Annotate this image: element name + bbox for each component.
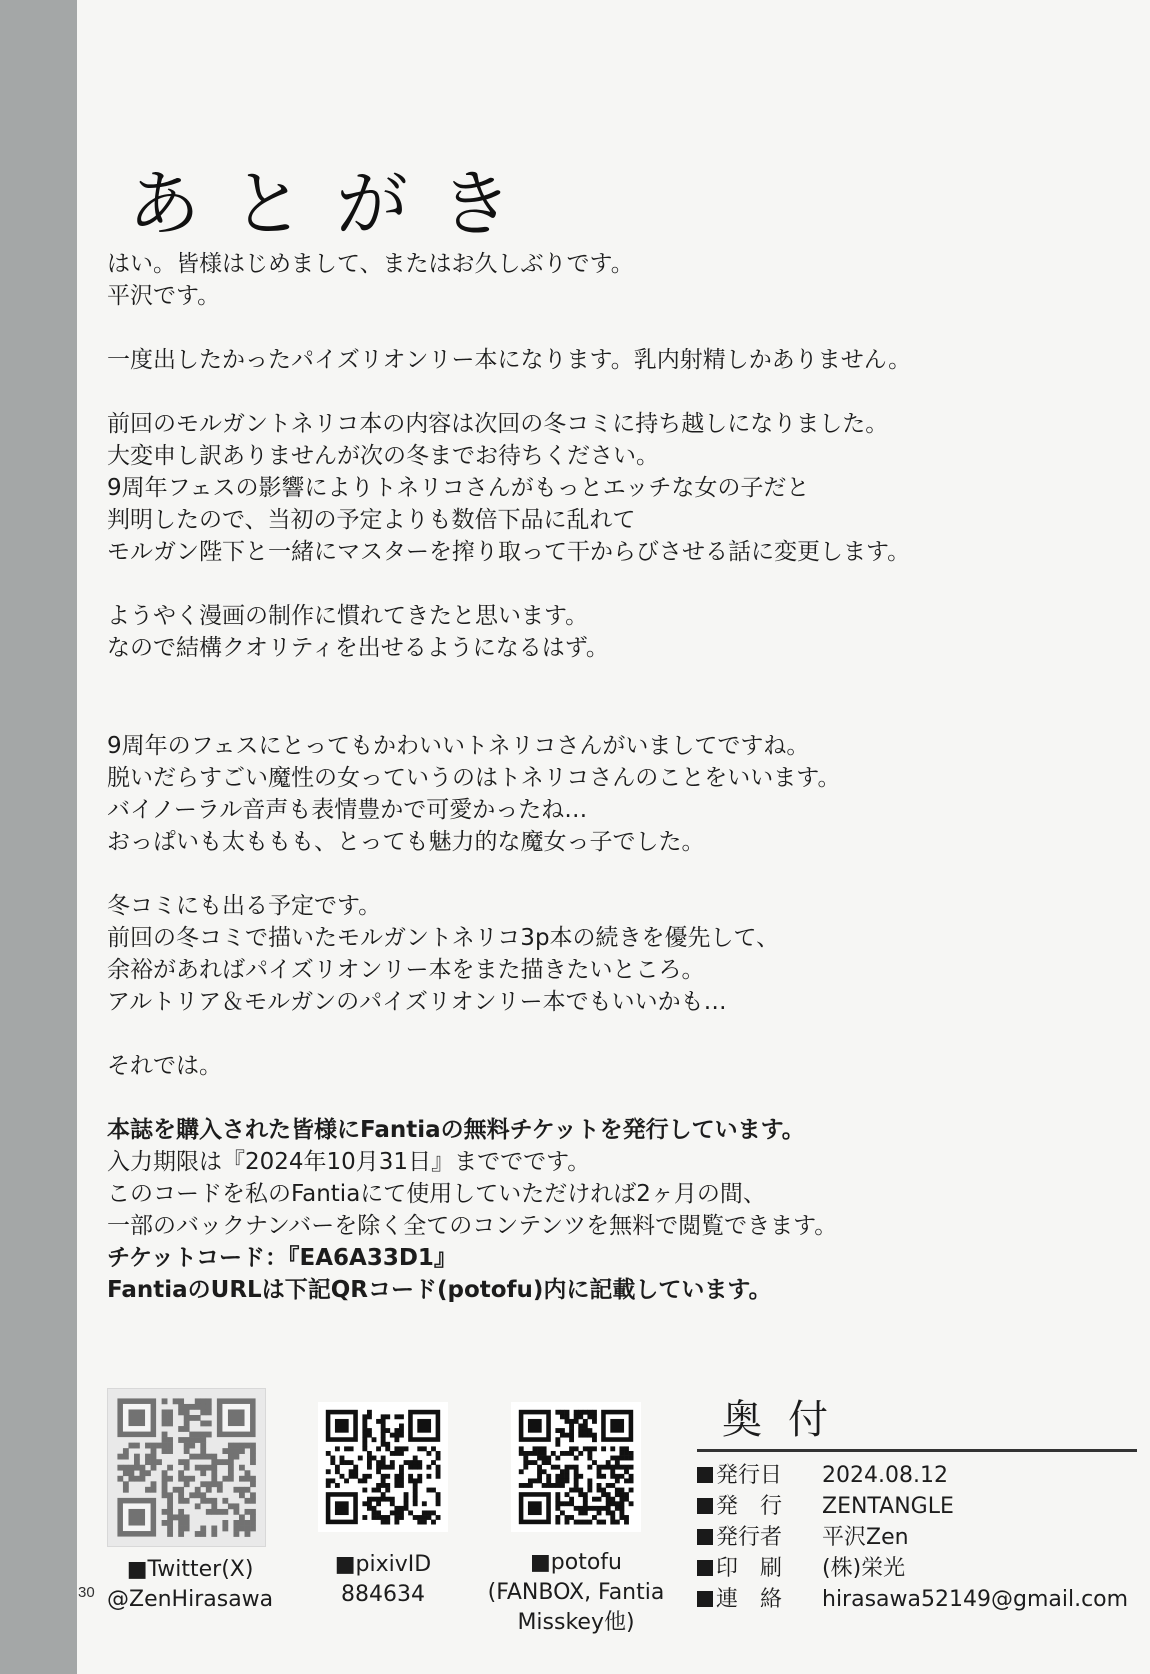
colophon-value: 2024.08.12: [822, 1463, 948, 1488]
page-title: あとがき: [128, 162, 545, 247]
colophon-email: hirasawa52149@gmail.com: [822, 1587, 1129, 1612]
qr-label: Misskey他): [517, 1610, 635, 1635]
square-bullet-icon: [697, 1498, 713, 1514]
qr-label: ■Twitter(X): [126, 1557, 254, 1582]
qr-label: @ZenHirasawa: [107, 1587, 274, 1612]
colophon-key: 発 行: [716, 1494, 783, 1519]
text-line: 冬コミにも出る予定です。: [107, 893, 382, 919]
text-line: 大変申し訳ありませんが次の冬までお待ちください。: [107, 443, 659, 469]
ticket-code: チケットコード：『EA6A33D1』: [107, 1245, 457, 1271]
colophon-value: ZENTANGLE: [822, 1494, 954, 1519]
text-line: 本誌を購入された皆様にFantiaの無料チケットを発行しています。: [107, 1117, 805, 1143]
text-line: 9周年のフェスにとってもかわいいトネリコさんがいましてですね。: [107, 733, 810, 759]
colophon-key: 発行日: [716, 1463, 783, 1488]
paragraph: [107, 248, 1107, 312]
text-line: このコードを私のFantiaにて使用していただければ2ヶ月の間、: [107, 1181, 766, 1207]
colophon: [697, 1398, 1137, 1615]
colophon-row: [697, 1553, 1137, 1584]
text-line: 平沢です。: [107, 283, 221, 309]
colophon-row: [697, 1491, 1137, 1522]
qr-code-icon: [318, 1402, 448, 1532]
afterword-body: [107, 248, 1107, 1338]
colophon-value: (株)栄光: [822, 1556, 906, 1581]
square-bullet-icon: [697, 1560, 713, 1576]
paragraph: [107, 600, 1107, 664]
text-line: 一部のバックナンバーを除く全てのコンテンツを無料で閲覧できます。: [107, 1213, 838, 1239]
page-number: 30: [78, 1584, 95, 1601]
qr-label: ■potofu: [530, 1550, 622, 1575]
qr-code-icon: [107, 1388, 266, 1547]
qr-twitter: [107, 1388, 273, 1615]
text-line: 判明したので、当初の予定よりも数倍下品に乱れて: [107, 507, 636, 533]
paragraph: [107, 890, 1107, 1018]
text-line: アルトリア＆モルガンのパイズリオンリー本でもいいかも…: [107, 989, 727, 1015]
gray-margin-strip: [0, 0, 77, 1674]
paragraph: [107, 408, 1107, 568]
text-line: 9周年フェスの影響によりトネリコさんがもっとエッチな女の子だと: [107, 475, 810, 501]
paragraph: [107, 730, 1107, 858]
square-bullet-icon: [697, 1467, 713, 1483]
qr-label: 884634: [341, 1582, 425, 1607]
paragraph: [107, 344, 1107, 376]
text-line: なので結構クオリティを出せるようになるはず。: [107, 635, 609, 661]
text-line: 余裕があればパイズリオンリー本をまた描きたいところ。: [107, 957, 705, 983]
text-line: 一度出したかったパイズリオンリー本になります。乳内射精しかありません。: [107, 347, 912, 373]
colophon-row: [697, 1522, 1137, 1553]
text-line: FantiaのURLは下記QRコード(potofu)内に記載しています。: [107, 1277, 772, 1303]
colophon-value: 平沢Zen: [822, 1525, 909, 1550]
colophon-row: [697, 1460, 1137, 1491]
colophon-key: 連 絡: [716, 1587, 783, 1612]
text-line: ようやく漫画の制作に慣れてきたと思います。: [107, 603, 589, 629]
colophon-title: 奥付: [722, 1397, 854, 1443]
text-line: はい。皆様はじめまして、またはお久しぶりです。: [107, 251, 634, 277]
divider: [697, 1449, 1137, 1452]
colophon-row: [697, 1584, 1137, 1615]
colophon-key: 印 刷: [716, 1556, 783, 1581]
text-line: それでは。: [107, 1053, 222, 1079]
qr-potofu: [476, 1402, 676, 1638]
text-line: 脱いだらすごい魔性の女っていうのはトネリコさんのことをいいます。: [107, 765, 841, 791]
text-line: おっぱいも太ももも、とっても魅力的な魔女っ子でした。: [107, 829, 705, 855]
qr-code-icon: [511, 1402, 641, 1532]
text-line: 前回のモルガントネリコ本の内容は次回の冬コミに持ち越しになりました。: [107, 411, 889, 437]
colophon-key: 発行者: [716, 1525, 783, 1550]
qr-pixiv: [318, 1402, 448, 1610]
ticket-notice: [107, 1114, 1107, 1306]
square-bullet-icon: [697, 1529, 713, 1545]
square-bullet-icon: [697, 1591, 713, 1607]
text-line: バイノーラル音声も表情豊かで可愛かったね…: [107, 797, 588, 823]
text-line: 入力期限は『2024年10月31日』まででです。: [107, 1149, 591, 1175]
qr-label: (FANBOX, Fantia: [487, 1580, 665, 1605]
qr-label: ■pixivID: [334, 1552, 432, 1577]
text-line: 前回の冬コミで描いたモルガントネリコ3p本の続きを優先して、: [107, 925, 780, 951]
text-line: モルガン陛下と一緒にマスターを搾り取って干からびさせる話に変更します。: [107, 539, 911, 565]
paragraph: [107, 1050, 1107, 1082]
